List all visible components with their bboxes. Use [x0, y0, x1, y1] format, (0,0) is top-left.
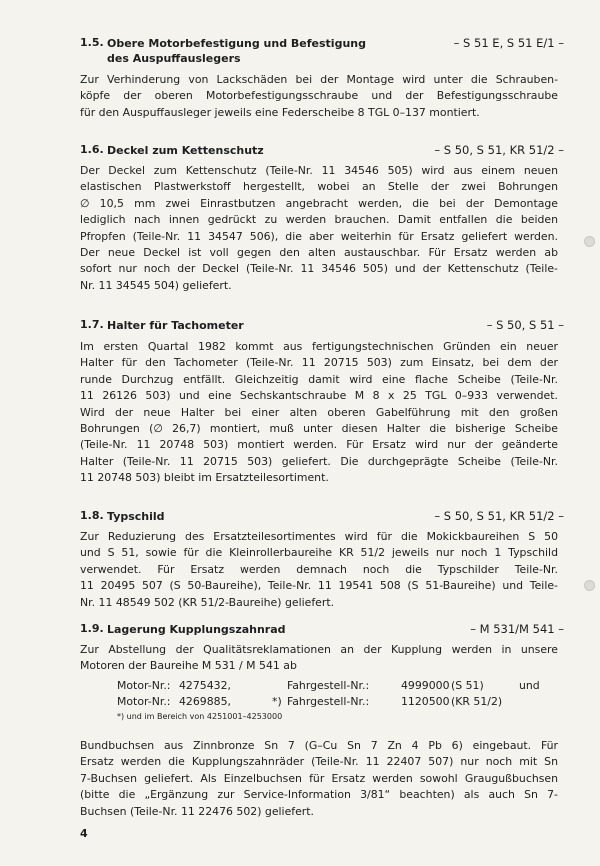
body-line: Nr. 11 34545 504) geliefert.	[80, 278, 232, 292]
footnote-marker: *)	[272, 695, 282, 709]
motor-label: Motor-Nr.:	[117, 679, 171, 692]
body-line: Nr. 11 48549 502 (KR 51/2-Baureihe) geliefert.	[80, 595, 335, 609]
body-line: (Teile-Nr. 11 20748 503) montiert werden. Für Ersatz wird nur der geänderte	[80, 438, 558, 452]
body-line: Pfropfen (Teile-Nr. 11 34547 506), die aber weiterhin für Ersatz geliefert werden.	[80, 229, 558, 243]
body-line: Halter für den Tachometer (Teile-Nr. 11 20715 503) zum Einsatz, bei dem der	[80, 356, 558, 370]
body-line: Im ersten Quartal 1982 kommt aus fertigungstechnischen Gründen ein neuer	[80, 340, 558, 353]
body-line: Zur Reduzierung des Ersatzteilesortimentes wird für die Mokickbaureihen S 50	[80, 530, 558, 543]
body-line: Buchsen (Teile-Nr. 11 22476 502) geliefert.	[80, 804, 315, 818]
body-line: 7-Buchsen geliefert. Als Einzelbuchsen für Ersatz werden sowohl Graugußbuchsen	[80, 771, 558, 785]
section-number: 1.5.	[80, 36, 104, 49]
frame-label: Fahrgestell-Nr.:	[287, 679, 370, 692]
section-1-8	[0, 509, 600, 609]
motor-row	[117, 678, 540, 694]
body-line: ∅ 10,5 mm zwei Einrastbutzen angebracht werden, die bei der Demontage	[80, 196, 558, 210]
section-1-6	[0, 143, 600, 292]
body-line: (bitte die „Ergänzung zur Service-Information 3/81“ beachten) als auch Sn 7-	[80, 788, 558, 802]
frame-suffix: und	[519, 679, 540, 692]
frame-model: (KR 51/2)	[451, 695, 503, 709]
section-title: Typschild	[107, 510, 165, 523]
section-title	[107, 36, 366, 66]
body-line: 11 20748 503) bleibt im Ersatzteilesortiment.	[80, 471, 329, 485]
model-range: – S 51 E, S 51 E/1 –	[453, 36, 564, 50]
model-range: – S 50, S 51, KR 51/2 –	[434, 509, 564, 523]
body-line: lediglich nach innen gedrückt zu werden brauchen. Damit entfallen die beiden	[80, 213, 558, 227]
body-line: Motoren der Baureihe M 531 / M 541 ab	[80, 659, 297, 673]
body-line: verwendet. Für Ersatz werden demnach noch die Typschilder Teile-Nr.	[80, 562, 558, 576]
section-heading	[0, 622, 600, 639]
page-number: 4	[80, 827, 88, 840]
body-line: für den Auspuffausleger jeweils eine Federscheibe 8 TGL 0–137 montiert.	[80, 105, 480, 119]
section-heading	[0, 36, 600, 65]
section-number: 1.7.	[80, 318, 104, 331]
body-line: Der Deckel zum Kettenschutz (Teile-Nr. 11 34546 505) wird aus einem neuen	[80, 164, 558, 177]
body-line: Wird der neue Halter bei einer alten oberen Gabelführung mit den großen	[80, 405, 558, 419]
body-line: Zur Verhinderung von Lackschäden bei der Montage wird unter die Schrauben-	[80, 73, 558, 86]
punch-hole	[584, 236, 595, 247]
frame-label: Fahrgestell-Nr.:	[287, 695, 370, 709]
footnote: *) und im Bereich von 4251001–4253000	[117, 712, 283, 721]
section-title: Lagerung Kupplungszahnrad	[107, 623, 286, 636]
model-range: – M 531/M 541 –	[470, 622, 564, 636]
motor-row	[117, 694, 537, 710]
section-1-7	[0, 318, 600, 485]
section-body	[80, 72, 558, 121]
frame-model: (S 51)	[451, 679, 484, 692]
body-line: und S 51, sowie für die Kleinrollerbaureihe KR 51/2 jeweils nur noch 1 Typschild	[80, 546, 558, 560]
body-line: köpfe der oberen Motorbefestigungsschraube und der Befestigungsschraube	[80, 89, 558, 103]
motor-label: Motor-Nr.:	[117, 695, 171, 709]
body-line: runde Durchzug entfällt. Gleichzeitig damit wird eine flache Scheibe (Teile-Nr.	[80, 372, 558, 386]
body-line: 11 20495 507 (S 50-Baureihe), Teile-Nr. 11 19541 508 (S 51-Baureihe) und Teile-	[80, 579, 558, 593]
body-line: sofort nur noch der Deckel (Teile-Nr. 11 34546 505) und der Kettenschutz (Teile-	[80, 262, 558, 276]
section-heading	[0, 143, 600, 160]
body-line: Halter (Teile-Nr. 11 20715 503) geliefert. Die durchgeprägte Scheibe (Teile-Nr.	[80, 454, 558, 468]
body-line: Zur Abstellung der Qualitätsreklamationen an der Kupplung werden in unsere	[80, 643, 558, 656]
frame-value: 4999000	[401, 679, 450, 692]
model-range: – S 50, S 51 –	[486, 318, 564, 332]
section-heading	[0, 509, 600, 526]
body-line: Ersatz werden die Kupplungszahnräder (Teile-Nr. 11 22407 507) nur noch mit Sn	[80, 755, 558, 769]
model-range: – S 50, S 51, KR 51/2 –	[434, 143, 564, 157]
section-title: Halter für Tachometer	[107, 319, 244, 332]
body-line: Der neue Deckel ist voll gegen den alten austauschbar. Für Ersatz werden ab	[80, 246, 558, 260]
section-body	[80, 163, 558, 294]
section-number: 1.8.	[80, 509, 104, 522]
motor-number-table	[117, 678, 540, 711]
section-heading	[0, 318, 600, 335]
motor-value: 4275432,	[179, 679, 231, 692]
section-title-line: Obere Motorbefestigung und Befestigung	[107, 37, 366, 50]
section-body	[80, 529, 558, 611]
motor-value: 4269885,	[179, 695, 231, 709]
body-line: elastischen Plastwerkstoff hergestellt, wobei an Stelle der zwei Bohrungen	[80, 180, 558, 194]
body-line: Bohrungen (∅ 26,7) montiert, muß unter diesen Halter die bisherige Scheibe	[80, 422, 558, 436]
section-body-continued	[80, 738, 558, 820]
section-title-line: des Auspuffauslegers	[107, 52, 241, 65]
section-title: Deckel zum Kettenschutz	[107, 144, 264, 157]
punch-hole	[584, 580, 595, 591]
frame-value: 1120500	[401, 695, 450, 709]
section-1-5	[0, 36, 600, 119]
body-line: 11 26126 503) und eine Sechskantschraube M 8 x 25 TGL 0–933 verwendet.	[80, 389, 558, 403]
body-line: Bundbuchsen aus Zinnbronze Sn 7 (G–Cu Sn 7 Zn 4 Pb 6) eingebaut. Für	[80, 739, 558, 752]
section-1-9	[0, 622, 600, 818]
section-number: 1.9.	[80, 622, 104, 635]
section-number: 1.6.	[80, 143, 104, 156]
section-body	[80, 642, 558, 675]
section-body	[80, 339, 558, 487]
